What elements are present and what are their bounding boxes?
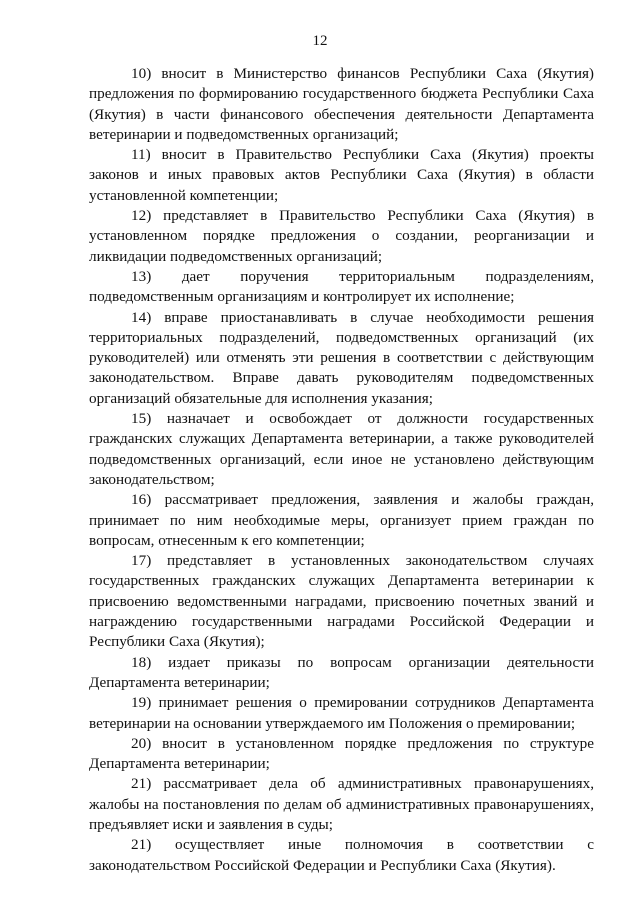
item-number: 17)	[131, 552, 152, 570]
item-number: 13)	[131, 267, 152, 285]
item-text: вносит в Министерство финансов Республики Саха (Якутия) предложения по формированию государственного бюджета Республики Саха (Якутия) в части финансового обеспечения деятельности Департамента ветеринарии и подведомственных организаций;	[89, 65, 594, 143]
list-item-19	[89, 693, 594, 734]
list-item-13	[89, 267, 594, 308]
item-number: 12)	[131, 207, 152, 225]
item-text: представляет в Правительство Республики Саха (Якутия) в установленном порядке предложения о создании, реорганизации и ликвидации подведомственных организаций;	[89, 207, 594, 265]
item-number: 20)	[131, 734, 152, 752]
item-number: 11)	[131, 146, 151, 164]
item-number: 19)	[131, 694, 152, 712]
list-item-16	[89, 490, 594, 551]
list-item-18	[89, 653, 594, 694]
list-item-15	[89, 409, 594, 490]
page-number: 12	[312, 33, 328, 49]
item-text: осуществляет иные полномочия в соответствии с законодательством Российской Федерации и Республики Саха (Якутия).	[89, 836, 595, 874]
item-text: издает приказы по вопросам организации деятельности Департамента ветеринарии;	[89, 653, 595, 691]
list-item-10	[89, 64, 594, 145]
item-text: рассматривает предложения, заявления и жалобы граждан, принимает по ним необходимые меры, организует прием граждан по вопросам, отнесенным к его компетенции;	[89, 491, 595, 549]
item-text: принимает решения о премировании сотрудников Департамента ветеринарии на основании утверждаемого им Положения о премировании;	[89, 694, 594, 732]
item-number: 14)	[131, 308, 152, 326]
item-number: 10)	[131, 65, 152, 82]
item-number: 18)	[131, 653, 152, 671]
item-text: вносит в Правительство Республики Саха (Якутия) проекты законов и иных правовых актов Республики Саха (Якутия) в области установленной компетенции;	[89, 146, 594, 204]
item-text: назначает и освобождает от должности государственных гражданских служащих Департамента ветеринарии, а также руководителей подведомственных организаций, если иное не установлено действующим законодательством;	[89, 410, 594, 488]
list-item-21	[89, 774, 594, 835]
list-item-20	[89, 734, 594, 775]
document-body	[89, 64, 594, 876]
item-number: 21)	[131, 836, 152, 854]
list-item-14	[89, 308, 594, 409]
list-item-21-second	[89, 835, 594, 876]
item-text: вносит в установленном порядке предложения по структуре Департамента ветеринарии;	[89, 734, 595, 773]
item-number: 15)	[131, 410, 152, 428]
list-item-12	[89, 206, 594, 267]
item-text: дает поручения территориальным подразделениям, подведомственным организациям и контролирует их исполнение;	[89, 267, 595, 306]
list-item-11	[89, 145, 594, 206]
list-item-17	[89, 551, 594, 652]
item-number: 21)	[131, 775, 152, 793]
item-text: представляет в установленных законодательством случаях государственных гражданских служащих Департамента ветеринарии к присвоению ведомственными наградами, присвоению почетных званий и награждению государственными наградами Российской Федерации и Республики Саха (Якутия);	[89, 552, 594, 651]
item-text: рассматривает дела об административных правонарушениях, жалобы на постановления по делам об административных правонарушениях, предъявляет иски и заявления в суды;	[89, 775, 594, 833]
item-text: вправе приостанавливать в случае необходимости решения территориальных подразделений, подведомственных организаций (их руководителей) или отменять эти решения в соответствии с действующим законодательством. Вправе давать руководителям подведомственных организаций обязательные для исполнения указания;	[89, 308, 595, 407]
item-number: 16)	[131, 491, 152, 509]
